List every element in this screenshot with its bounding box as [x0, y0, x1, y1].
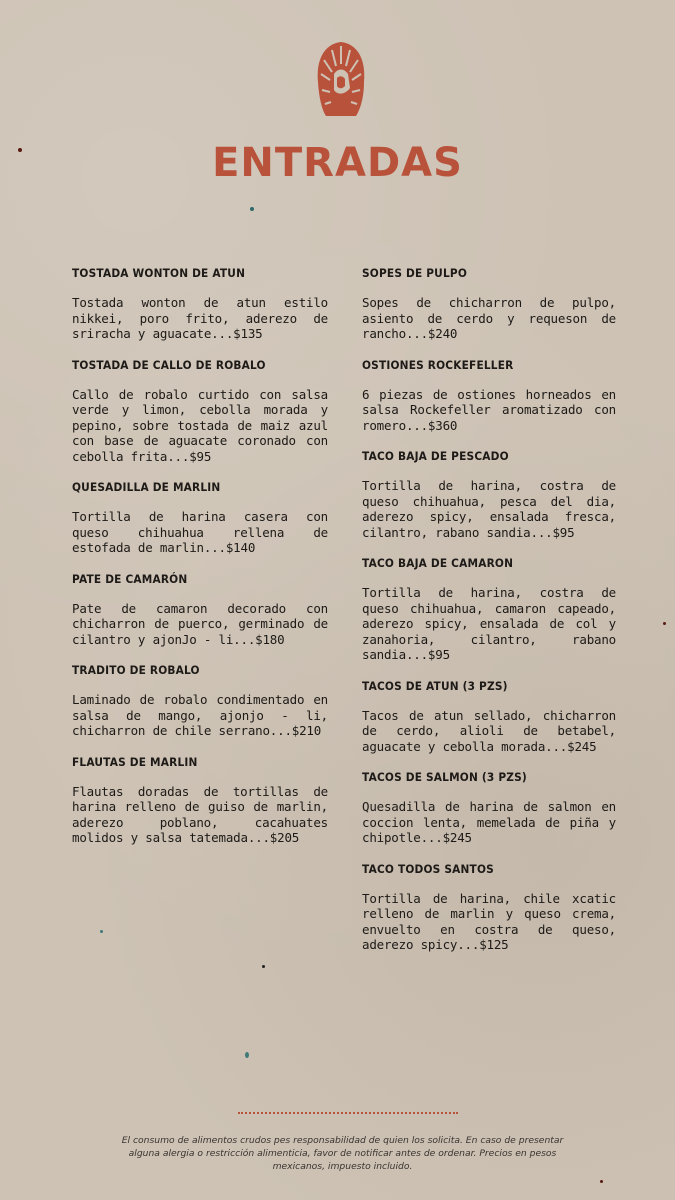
menu-item: [362, 448, 616, 540]
menu-item-name: PATE DE CAMARÓN: [72, 571, 188, 586]
menu-item-description: Tortilla de harina, chile xcatic relleno de marlin y queso crema, envuelto en costra de queso, aderezo spicy...$125: [362, 890, 616, 952]
menu-item-description: Tacos de atun sellado, chicharron de cerdo, alioli de betabel, aguacate y cebolla morada...$245: [362, 707, 616, 754]
menu-item: [72, 662, 328, 739]
dotted-divider: [238, 1112, 458, 1114]
menu-item: [362, 555, 616, 663]
menu-item: [362, 861, 616, 953]
menu-item: [362, 265, 616, 342]
menu-item-description: Tostada wonton de atun estilo nikkei, poro frito, aderezo de sriracha y aguacate...$135: [72, 295, 328, 341]
menu-item-name: TACO TODOS SANTOS: [362, 861, 494, 876]
seashell-logo-icon: [312, 38, 370, 120]
menu-item: [72, 265, 328, 342]
menu-item-description: Callo de robalo curtido con salsa verde y limon, cebolla morada y pepino, sobre tostada de maiz azul con base de aguacate coronado con cebolla frita...$95: [72, 386, 328, 464]
footer-disclaimer: El consumo de alimentos crudos pes responsabilidad de quien los solicita. En caso de presentar alguna alergia o restricción alimenticia, favor de notificar antes de ordenar. Precios en pesos mexicanos, impuesto incluido.: [121, 1135, 564, 1172]
menu-item-description: Quesadilla de harina de salmon en coccion lenta, memelada de piña y chipotle...$245: [362, 799, 616, 845]
menu-item-description: Pate de camaron decorado con chicharron de puerco, germinado de cilantro y ajonJo - li...$180: [72, 600, 328, 647]
menu-item-name: QUESADILLA DE MARLIN: [72, 480, 221, 494]
menu-item-description: Tortilla de harina, costra de queso chihuahua, camaron capeado, aderezo spicy, ensalada de col y zanahoria, cilantro, rabano sandia...$95: [362, 585, 616, 662]
menu-item-name: TACOS DE SALMON (3 PZS): [362, 770, 527, 784]
menu-item: [72, 754, 328, 846]
menu-item-description: Tortilla de harina, costra de queso chihuahua, pesca del dia, aderezo spicy, ensalada fresca, cilantro, rabano sandia...$95: [362, 478, 616, 540]
menu-item-description: Laminado de robalo condimentado en salsa de mango, ajonjo - li, chicharron de chile serrano...$210: [72, 692, 328, 738]
menu-item-name: FLAUTAS DE MARLIN: [72, 754, 198, 769]
menu-item-name: TRADITO DE ROBALO: [72, 663, 200, 677]
menu-item: [362, 678, 616, 755]
menu-item-name: SOPES DE PULPO: [362, 266, 468, 280]
menu-item-name: TACOS DE ATUN (3 PZS): [362, 678, 508, 693]
menu-item-name: TOSTADA DE CALLO DE ROBALO: [72, 357, 266, 372]
menu-item: [362, 769, 616, 846]
menu-item: [72, 357, 328, 465]
section-title: ENTRADAS: [212, 140, 463, 186]
menu-item: [72, 479, 328, 556]
menu-item: [72, 571, 328, 648]
menu-item: [362, 357, 616, 434]
menu-item-name: OSTIONES ROCKEFELLER: [362, 357, 514, 372]
menu-column-left: [72, 265, 328, 861]
menu-item-name: TACO BAJA DE CAMARON: [362, 556, 514, 570]
menu-item-name: TACO BAJA DE PESCADO: [362, 449, 509, 463]
menu-item-description: 6 piezas de ostiones horneados en salsa Rockefeller aromatizado con romero...$360: [362, 386, 616, 433]
menu-item-description: Flautas doradas de tortillas de harina relleno de guiso de marlin, aderezo poblano, cacahuates molidos y salsa tatemada...$205: [72, 783, 328, 845]
menu-column-right: [362, 265, 616, 968]
menu-item-description: Tortilla de harina casera con queso chihuahua rellena de estofada de marlin...$140: [72, 509, 328, 555]
menu-item-name: TOSTADA WONTON DE ATUN: [72, 266, 246, 280]
menu-item-description: Sopes de chicharron de pulpo, asiento de cerdo y requeson de rancho...$240: [362, 295, 616, 341]
